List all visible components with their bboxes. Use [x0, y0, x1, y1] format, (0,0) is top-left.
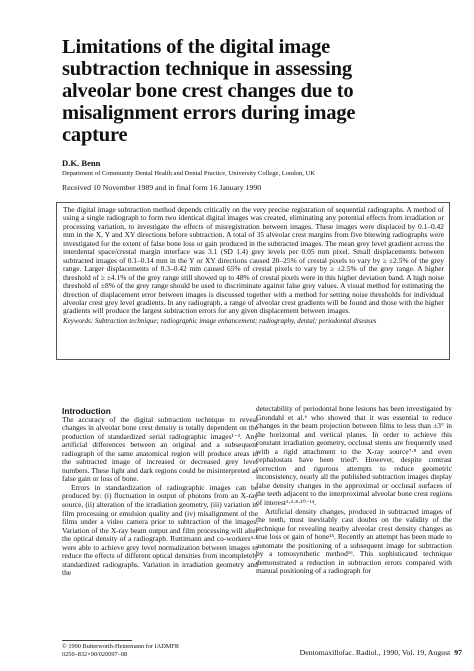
right-column	[256, 405, 452, 576]
abstract-text: The digital image subtraction method depends critically on the very precise registration of sequential radiographs. A method of using a single radiograph to form two identical digital images was created, eliminating any potential effects from irradiation or processing variation, to investigate the effects of misregistration between images. These images were displaced by 0.1–0.42 mm in the X, Y and XY directions before subtraction. A total of 35 alveolar crest margins from five bitewing radiographs were investigated for the extent of false bone loss or gain produced in the subtracted images. The mean grey level gradient across the interdental space/crestal margin interface was 3.1 (SD 1.4) grey levels per 0.05 mm pixel. Small displacements between subtracted images of 0.1–0.14 mm in the Y or XY directions caused 20–25% of crestal pixels to vary by ≥ ±2.5% of the grey range. Larger displacements of 0.3–0.42 mm caused 65% of crestal pixels to vary by ≥ ±2.5% of the grey range. A higher threshold of ≥ ±4.1% of the grey range still showed up to 48% of crestal pixels were in this higher deviation band. A high noise threshold of ±8% of the grey range should be used to discriminate against false grey values. A visual method for estimating the direction of displacement error between images is discussed together with a method for setting noise thresholds for individual alveolar crest grey level gradients. In any radiograph, a range of alveolar crest gradients will be found and those with the higher gradients will produce the largest subtraction errors for any given displacement between images.	[63, 205, 444, 316]
paragraph: The accuracy of the digital subtraction technique to reveal changes in alveolar bone crest density is totally dependent on the production of standardized serial radiographic images¹⁻³. Any artificial differences between an original and a subsequent radiograph of the same anatomical region will produce areas in the subtracted image of increased or decreased grey level numbers. These light and dark regions could be misinterpreted as false gain or loss of bone.	[62, 414, 258, 484]
article-code: 0250–832×90/020097–08	[62, 650, 128, 658]
paragraph: Artificial density changes, produced in subtracted images of the teeth, must inevitably cast doubts on the validity of the technique for revealing nearby alveolar crest density changes as true loss or gain of bone¹⁵. Recently an attempt has been made to automate the positioning of a subsequent image for subtraction by a tomosynthetic method¹⁶. This sophisticated technique demonstrated a reduction in subtraction errors compared with manual positioning of a radiograph for	[256, 506, 452, 576]
copyright-notice	[62, 643, 252, 658]
author-name: D.K. Benn	[62, 158, 101, 168]
keywords: Keywords: Subtraction technique; radiographic image enhancement; radiography, dental; periodontal diseases	[63, 316, 377, 325]
paragraph: Errors in standardization of radiographic images can be produced by: (i) fluctuation in output of photons from an X-ray source, (ii) alteration of the irradiation geometry, (iii) variation in film processing or emulsion quality and (iv) misalignment of the films under a video camera prior to subtraction of the images. Variation of the X-ray beam output and film processing will alter the optical density of a radiograph. Ruttimann and co-workers⁴·⁵ were able to achieve grey level normalization between images to reduce the effects of different optical densities from incompletely standardized radiographs. Variation in irradiation geometry and the	[62, 482, 258, 578]
paragraph: detectability of periodontal bone lesions has been investigated by Grondahl et al.⁶ who showed that it was essential to reduce changes in the beam projection between films to less than ±3° in the horizontal and vertical planes. In order to achieve this constant irradiation geometry, occlusal stents are frequently used with a rigid attachment to the X-ray source⁷·⁸ and even cephalostats have been tried⁹. However, despite contrast correction and rigorous attempts to reduce geometric inconsistency, nearly all the published subtraction images display false density changes in the approximal or occlusal surfaces of the teeth adjacent to the interproximal alveolar bone crest regions of interest²·³·⁸·¹⁰⁻¹⁴.	[256, 404, 452, 508]
article-title: Limitations of the digital image subtraction technique in assessing alveolar bone crest changes due to misalignment errors during image capture	[62, 36, 356, 146]
journal-citation	[258, 648, 462, 657]
page-number: 97	[454, 648, 462, 657]
section-heading-introduction: Introduction	[62, 406, 111, 416]
author-affiliation: Department of Community Dental Health and Dental Practice, University College, London, UK	[62, 170, 316, 177]
journal-name: Dentomaxillofac. Radiol., 1990, Vol. 19, August	[299, 648, 451, 657]
abstract-box	[56, 202, 450, 360]
copyright-line: © 1990 Butterworth-Heinemann for IADMFR	[62, 643, 180, 650]
left-column	[62, 407, 258, 578]
received-date: Received 10 November 1989 and in final form 16 January 1990	[62, 183, 262, 192]
footer-rule	[62, 640, 132, 641]
